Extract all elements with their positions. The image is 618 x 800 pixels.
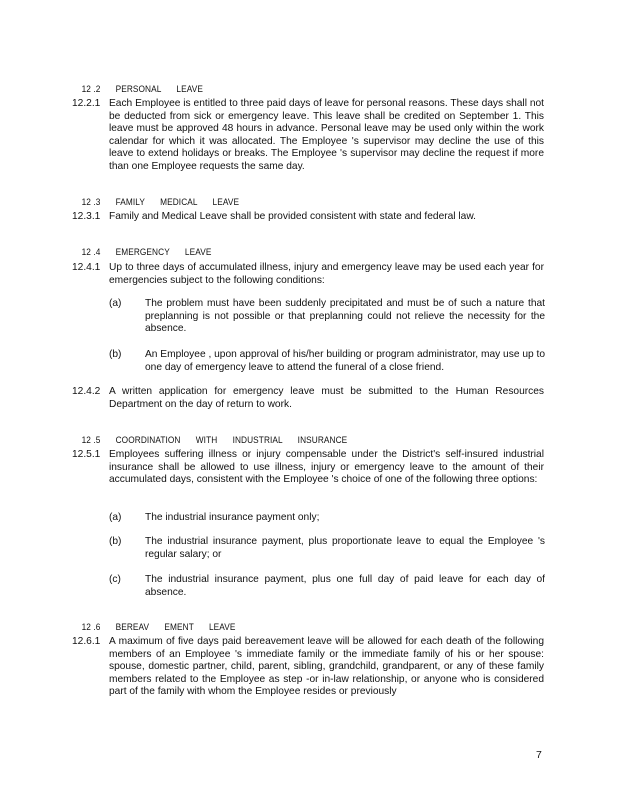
section-title: COORDINATION WITH INDUSTRIAL INSURANCE bbox=[115, 435, 348, 445]
paragraph-number: 12.2.1 bbox=[72, 98, 101, 109]
subitem-text: The industrial insurance payment only; bbox=[145, 512, 320, 523]
subitem-text: An Employee , upon approval of his/her building or program administrator, may use up to one day of emergency leave to attend the funeral of a close friend. bbox=[145, 349, 545, 373]
subitem-12-4-1-a bbox=[109, 298, 545, 336]
paragraph-text: Employees suffering illness or injury compensable under the District's self-insured industrial insurance shall be allowed to use illness, injury or emergency leave to the amount of their accumulated days, consistent with the Employee 's choice of one of the following three options: bbox=[109, 449, 544, 486]
subitem-letter: (b) bbox=[109, 349, 122, 360]
subitem-letter: (b) bbox=[109, 536, 122, 547]
paragraph-12-6-1 bbox=[72, 636, 544, 699]
paragraph-number: 12.4.2 bbox=[72, 386, 101, 397]
subitem-12-5-1-b bbox=[109, 536, 545, 561]
page-number: 7 bbox=[536, 749, 542, 761]
subitem-12-5-1-a bbox=[109, 512, 545, 525]
paragraph-text: Up to three days of accumulated illness, injury and emergency leave may be used each year for emergencies subject to the following conditions: bbox=[109, 262, 544, 286]
paragraph-number: 12.6.1 bbox=[72, 636, 101, 647]
subitem-letter: (a) bbox=[109, 298, 122, 309]
paragraph-12-5-1 bbox=[72, 449, 544, 487]
section-title: FAMILY MEDICAL LEAVE bbox=[115, 197, 240, 207]
section-title: BEREAV EMENT LEAVE bbox=[115, 622, 236, 632]
subitem-12-5-1-c bbox=[109, 574, 545, 599]
subitem-letter: (c) bbox=[109, 574, 121, 585]
paragraph-text: Family and Medical Leave shall be provided consistent with state and federal law. bbox=[109, 211, 476, 222]
section-number: 12 .3 bbox=[81, 197, 101, 207]
subitem-12-4-1-b bbox=[109, 349, 545, 374]
section-number: 12 .5 bbox=[81, 435, 101, 445]
section-title: PERSONAL LEAVE bbox=[115, 84, 203, 94]
paragraph-number: 12.5.1 bbox=[72, 449, 101, 460]
subitem-text: The industrial insurance payment, plus one full day of paid leave for each day of absence. bbox=[145, 574, 545, 598]
paragraph-12-2-1 bbox=[72, 98, 544, 174]
paragraph-text: A maximum of five days paid bereavement leave will be allowed for each death of the following members of an Employee 's immediate family or the immediate family of his or her spouse: spouse, domestic partner, child, parent, sibling, grandchild, grandparent, or any of these family members related to the Employee as step -or in-law relationship, or anyone who is considered part of the family with whom the Employee resides or previously bbox=[109, 636, 544, 698]
paragraph-text: A written application for emergency leave must be submitted to the Human Resources Department on the day of return to work. bbox=[109, 386, 544, 410]
paragraph-12-4-2 bbox=[72, 386, 544, 411]
paragraph-number: 12.3.1 bbox=[72, 211, 101, 222]
paragraph-number: 12.4.1 bbox=[72, 262, 101, 273]
subitem-text: The problem must have been suddenly precipitated and must be of such a nature that preplanning is not possible or that preplanning could not relieve the necessity for the absence. bbox=[145, 298, 545, 335]
section-number: 12 .4 bbox=[81, 247, 101, 257]
section-title: EMERGENCY LEAVE bbox=[115, 247, 212, 257]
paragraph-text: Each Employee is entitled to three paid days of leave for personal reasons. These days shall not be deducted from sick or emergency leave. This leave shall be credited on September 1. This leave must be approved 48 hours in advance. Personal leave may be used only within the work calendar for which it was allocated. The Employee 's supervisor may decline the use of this leave to extend holidays or breaks. The Employee 's supervisor may decline the request if more than one Employee requests the same day. bbox=[109, 98, 544, 172]
section-number: 12 .6 bbox=[81, 622, 101, 632]
section-number: 12 .2 bbox=[81, 84, 101, 94]
paragraph-12-4-1 bbox=[72, 262, 544, 287]
paragraph-12-3-1 bbox=[72, 211, 544, 224]
subitem-text: The industrial insurance payment, plus proportionate leave to equal the Employee 's regular salary; or bbox=[145, 536, 545, 560]
subitem-letter: (a) bbox=[109, 512, 122, 523]
